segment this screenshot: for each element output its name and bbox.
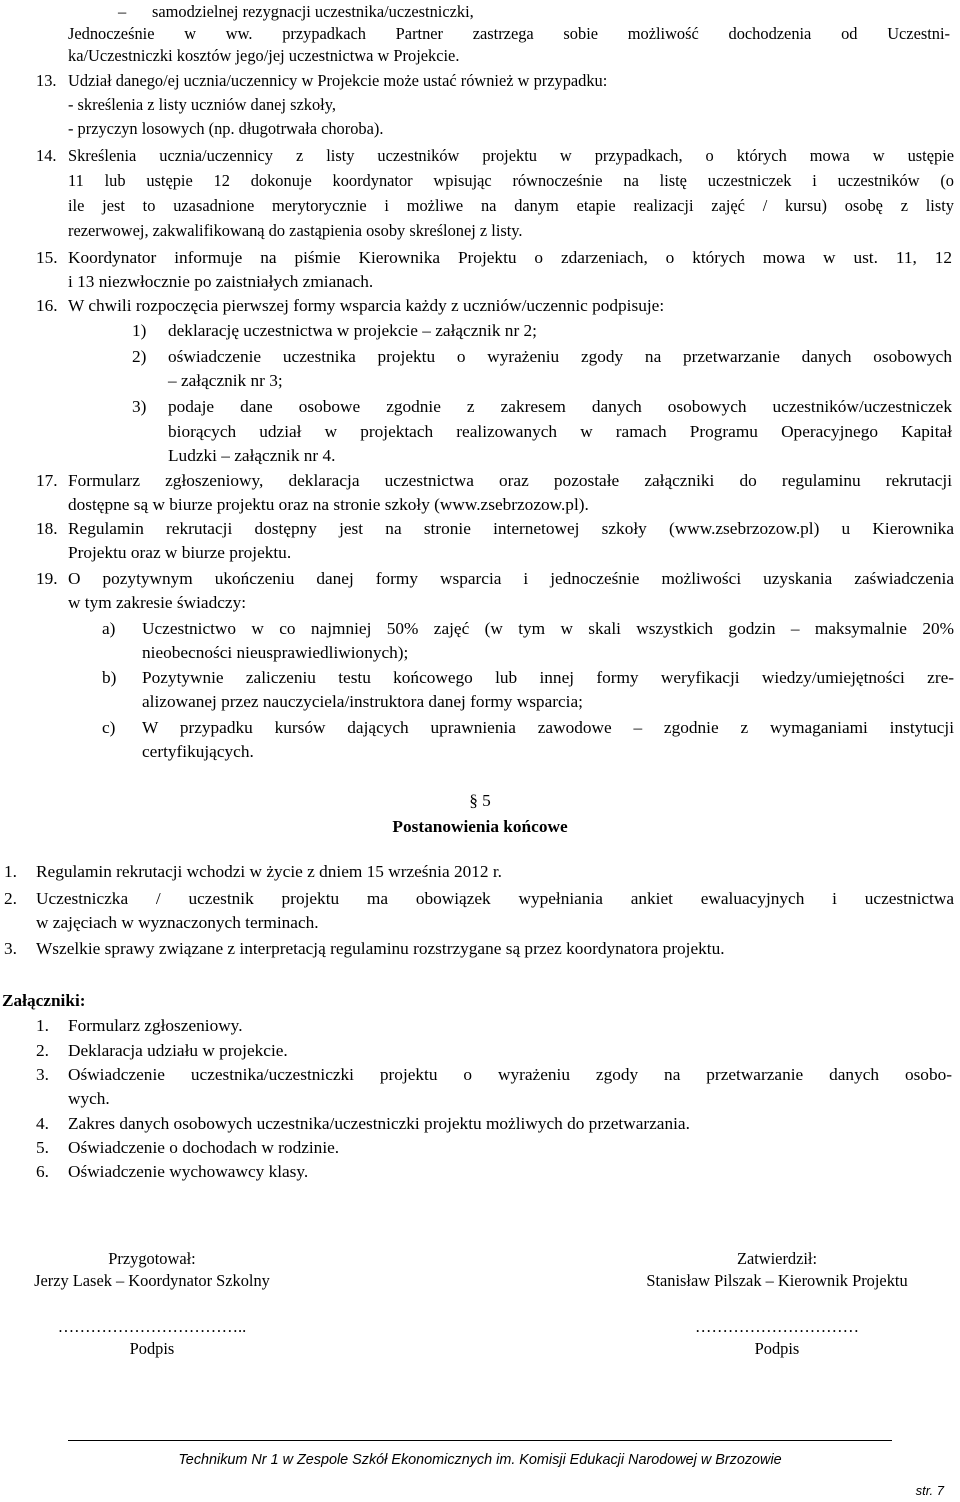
attachment-item: Zakres danych osobowych uczestnika/uczestniczki projektu możliwych do przetwarzania. [68, 1114, 690, 1133]
item-number: 5. [36, 1138, 49, 1157]
text-line: Projektu oraz w biurze projektu. [68, 543, 292, 562]
item-number: 4. [36, 1114, 49, 1133]
text-line: W przypadku kursów dających uprawnienia zawodowe – zgodnie z wymaganiami instytucji [142, 718, 954, 737]
text-line: rezerwowej, zakwalifikowaną do zastąpienia osoby skreślonej z listy. [68, 221, 523, 240]
text-line: 11 lub ustępie 12 dokonuje koordynator wpisując równocześnie na listę uczestniczek i uczestników (o [68, 171, 954, 190]
text-line: oświadczenie uczestnika projektu o wyrażeniu zgody na przetwarzanie danych osobowych [168, 347, 952, 366]
text-line: Regulamin rekrutacji dostępny jest na stronie internetowej szkoły (www.zsebrzozow.pl) u Kierownika [68, 519, 954, 538]
attachment-item: Formularz zgłoszeniowy. [68, 1016, 243, 1035]
attachment-item: Oświadczenie uczestnika/uczestniczki projektu o wyrażeniu zgody na przetwarzanie danych osobo- [68, 1065, 952, 1084]
text-line: Formularz zgłoszeniowy, deklaracja uczestnictwa oraz pozostałe załączniki do regulaminu rekrutacji [68, 471, 952, 490]
attachment-item: wych. [68, 1089, 110, 1108]
text-line: W chwili rozpoczęcia pierwszej formy wsparcia każdy z uczniów/uczennic podpisuje: [68, 296, 665, 315]
text-line: nieobecności nieusprawiedliwionych); [142, 643, 409, 662]
text-line: w zajęciach w wyznaczonych terminach. [36, 913, 319, 932]
text-line: biorących udział w projektach realizowanych w ramach Programu Operacyjnego Kapitał [168, 422, 952, 441]
attachment-item: Deklaracja udziału w projekcie. [68, 1041, 288, 1060]
text-line: certyfikujących. [142, 742, 254, 761]
text-line: – załącznik nr 3; [168, 371, 283, 390]
signature-right-dots: ………………………… [695, 1317, 859, 1336]
item-number: 17. [36, 471, 58, 490]
text-line: Pozytywnie zaliczeniu testu końcowego lub innej formy weryfikacji wiedzy/umiejętności zre- [142, 668, 954, 687]
signature-right-label: Zatwierdził: [736, 1249, 818, 1268]
item-number: 1. [36, 1016, 49, 1035]
section-mark: § 5 [469, 791, 491, 810]
text-line: Uczestniczka / uczestnik projektu ma obowiązek wypełniania ankiet ewaluacyjnych i uczestnictwa [36, 889, 954, 908]
text-line: ka/Uczestniczki kosztów jego/jej uczestnictwa w Projekcie. [68, 46, 460, 65]
sub-number: 1) [132, 321, 147, 340]
text-line: Koordynator informuje na piśmie Kierownika Projektu o zdarzeniach, o których mowa w ust. 11, 12 [68, 248, 952, 267]
sub-letter: c) [102, 718, 116, 737]
item-number: 2. [4, 889, 17, 908]
text-line: Regulamin rekrutacji wchodzi w życie z dniem 15 września 2012 r. [36, 862, 502, 881]
text-line: Udział danego/ej ucznia/uczennicy w Projekcie może ustać również w przypadku: [68, 71, 608, 90]
text-line: Uczestnictwo w co najmniej 50% zajęć (w tym w skali wszystkich godzin – maksymalnie 20% [142, 619, 954, 638]
item-number: 18. [36, 519, 58, 538]
signature-left-label: Przygotował: [108, 1249, 196, 1268]
text-line: - przyczyn losowych (np. długotrwała choroba). [68, 119, 384, 138]
text-line: deklarację uczestnictwa w projekcie – załącznik nr 2; [168, 321, 537, 340]
signature-left-name: Jerzy Lasek – Koordynator Szkolny [34, 1271, 270, 1290]
bullet-dash: – [118, 2, 127, 21]
item-number: 6. [36, 1162, 49, 1181]
item-number: 1. [4, 862, 17, 881]
signature-left-dots: …………………………….. [57, 1317, 247, 1336]
sub-letter: a) [102, 619, 116, 638]
text-line: Jednocześnie w ww. przypadkach Partner zastrzega sobie możliwość dochodzenia od Uczestni- [68, 24, 950, 43]
item-number: 3. [36, 1065, 49, 1084]
attachment-item: Oświadczenie wychowawcy klasy. [68, 1162, 309, 1181]
text-line: samodzielnej rezygnacji uczestnika/uczestniczki, [152, 2, 474, 21]
item-number: 16. [36, 296, 58, 315]
text-line: Wszelkie sprawy związane z interpretacją regulaminu rozstrzygane są przez koordynatora projektu. [36, 939, 725, 958]
signature-right-sign: Podpis [754, 1339, 800, 1358]
sub-number: 3) [132, 397, 147, 416]
signature-left-sign: Podpis [129, 1339, 175, 1358]
text-line: alizowanej przez nauczyciela/instruktora danej formy wsparcia; [142, 692, 583, 711]
signature-right-name: Stanisław Pilszak – Kierownik Projektu [646, 1271, 908, 1290]
footer-divider [68, 1440, 892, 1441]
item-number: 3. [4, 939, 17, 958]
sub-number: 2) [132, 347, 147, 366]
text-line: podaje dane osobowe zgodnie z zakresem danych osobowych uczestników/uczestniczek [168, 397, 952, 416]
text-line: Ludzki – załącznik nr 4. [168, 446, 336, 465]
item-number: 19. [36, 569, 58, 588]
footer-text: Technikum Nr 1 w Zespole Szkół Ekonomicznych im. Komisji Edukacji Narodowej w Brzozowie [178, 1452, 782, 1468]
page-number: str. 7 [915, 1483, 944, 1498]
sub-letter: b) [102, 668, 117, 687]
attachment-item: Oświadczenie o dochodach w rodzinie. [68, 1138, 340, 1157]
text-line: i 13 niezwłocznie po zaistniałych zmianach. [68, 272, 374, 291]
text-line: O pozytywnym ukończeniu danej formy wsparcia i jednocześnie możliwości uzyskania zaświadczenia [68, 569, 954, 588]
section-title: Postanowienia końcowe [392, 817, 568, 836]
text-line: ile jest to uzasadnione merytorycznie i możliwe na danym etapie realizacji zajęć / kursu) osobę z listy [68, 196, 954, 215]
text-line: - skreślenia z listy uczniów danej szkoły, [68, 95, 336, 114]
item-number: 15. [36, 248, 58, 267]
attachments-heading: Załączniki: [2, 991, 86, 1010]
text-line: dostępne są w biurze projektu oraz na stronie szkoły (www.zsebrzozow.pl). [68, 495, 589, 514]
text-line: Skreślenia ucznia/uczennicy z listy uczestników projektu w przypadkach, o których mowa w ustępie [68, 146, 954, 165]
text-line: w tym zakresie świadczy: [68, 593, 247, 612]
item-number: 2. [36, 1041, 49, 1060]
item-number: 14. [36, 146, 57, 165]
item-number: 13. [36, 71, 57, 90]
